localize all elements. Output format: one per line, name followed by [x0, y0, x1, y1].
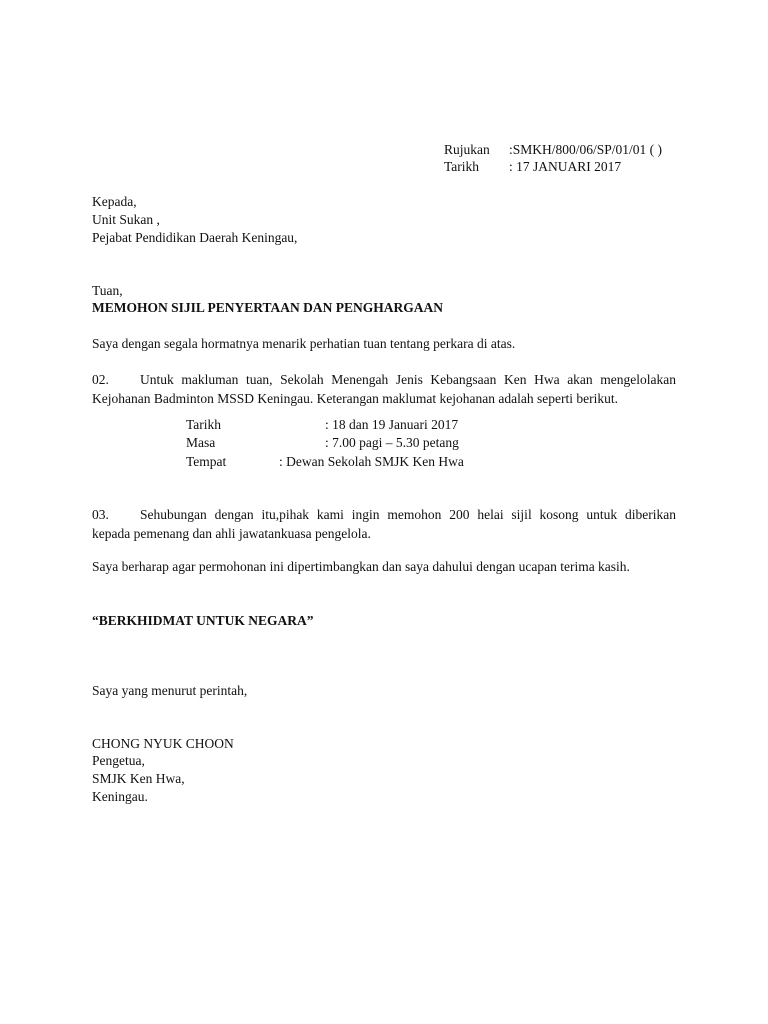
salutation: Tuan,	[92, 283, 123, 298]
paragraph-02-line-1: 02. Untuk makluman tuan, Sekolah Menengah Jenis Kebangsaan Ken Hwa akan mengelolakan	[92, 372, 676, 387]
recipient-line-3: Pejabat Pendidikan Daerah Keningau,	[92, 230, 298, 245]
recipient-line-1: Kepada,	[92, 194, 137, 209]
paragraph-03	[92, 505, 676, 543]
recipient-line-2: Unit Sukan ,	[92, 212, 160, 227]
intro-paragraph: Saya dengan segala hormatnya menarik perhatian tuan tentang perkara di atas.	[92, 336, 516, 351]
paragraph-03-line-1: 03. Sehubungan dengan itu,pihak kami ingin memohon 200 helai sijil kosong untuk diberikan	[92, 507, 676, 522]
tarikh-label: Tarikh	[444, 159, 480, 174]
tarikh-value: : 17 JANUARI 2017	[509, 159, 622, 174]
details-tempat-value: : Dewan Sekolah SMJK Ken Hwa	[279, 454, 464, 469]
details-tarikh-label: Tarikh	[186, 417, 222, 432]
details-masa-label: Masa	[186, 435, 216, 450]
signatory-title: Pengetua,	[92, 753, 145, 768]
rujukan-value: :SMKH/800/06/SP/01/01 ( )	[509, 142, 663, 157]
paragraph-03-number: 03.	[92, 507, 109, 522]
signatory-school: SMJK Ken Hwa,	[92, 771, 185, 786]
paragraph-02	[92, 370, 676, 408]
signatory-town: Keningau.	[92, 789, 148, 804]
details-masa-value: : 7.00 pagi – 5.30 petang	[325, 435, 459, 450]
rujukan-label: Rujukan	[444, 142, 490, 157]
details-tarikh-value: : 18 dan 19 Januari 2017	[325, 417, 459, 432]
closing-paragraph: Saya berharap agar permohonan ini dipertimbangkan dan saya dahului dengan ucapan terima kasih.	[92, 559, 630, 574]
paragraph-02-line-2: Kejohanan Badminton MSSD Keningau. Keterangan maklumat kejohanan adalah seperti berikut.	[92, 391, 618, 406]
motto: “BERKHIDMAT UNTUK NEGARA”	[92, 613, 314, 628]
sign-off: Saya yang menurut perintah,	[92, 683, 248, 698]
paragraph-03-line-2: kepada pemenang dan ahli jawatankuasa pengelola.	[92, 526, 371, 541]
details-tempat-label: Tempat	[186, 454, 227, 469]
signatory-name: CHONG NYUK CHOON	[92, 736, 234, 751]
subject-heading: MEMOHON SIJIL PENYERTAAN DAN PENGHARGAAN	[92, 300, 444, 315]
paragraph-02-number: 02.	[92, 372, 109, 387]
